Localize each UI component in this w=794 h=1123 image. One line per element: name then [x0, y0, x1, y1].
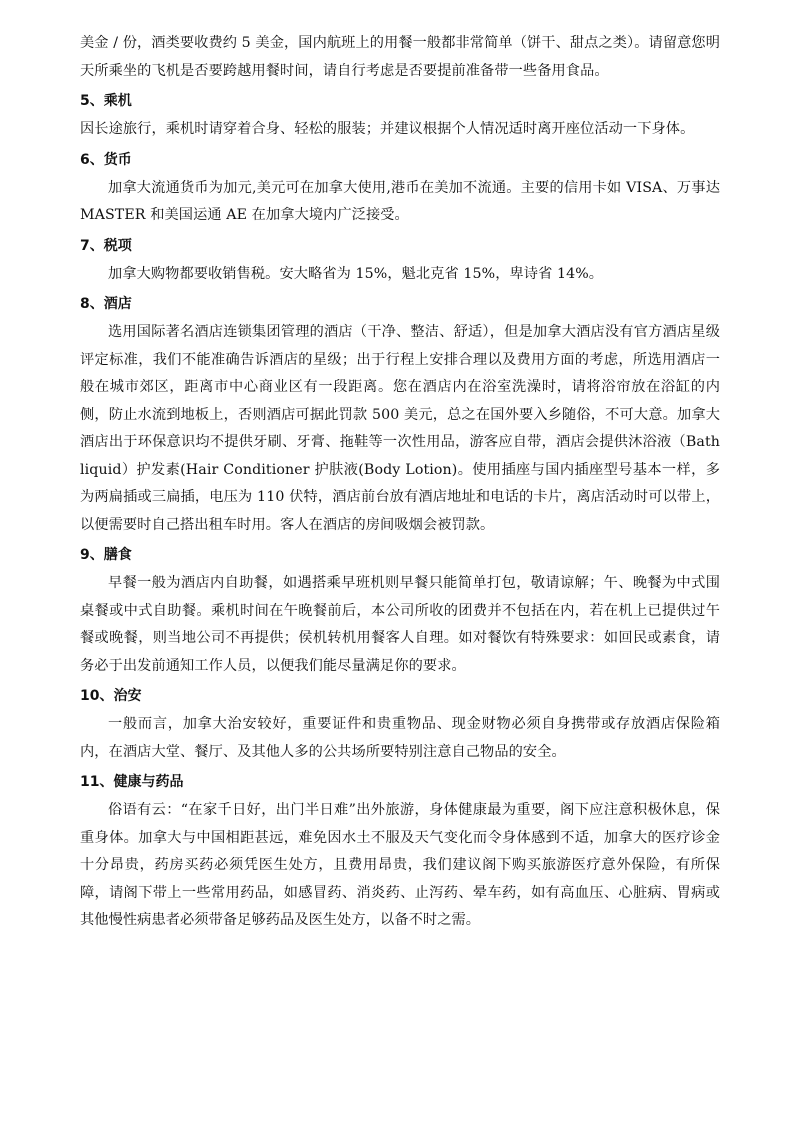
heading-security: 10、治安 [80, 688, 142, 704]
document-page [80, 30, 720, 935]
paragraph-meals: 早餐一般为酒店内自助餐，如遇搭乘早班机则早餐只能简单打包，敬请谅解；午、晚餐为中式围桌餐或中式自助餐。乘机时间在午晚餐前后，本公司所收的团费并不包括在内，若在机上已提供过午餐或晚餐，则当地公司不再提供；侯机转机用餐客人自理。如对餐饮有特殊要求：如回民或素食，请务必于出发前通知工作人员，以便我们能尽量满足你的要求。 [80, 575, 720, 674]
paragraph-currency: 加拿大流通货币为加元,美元可在加拿大使用,港币在美加不流通。主要的信用卡如 VISA、万事达 MASTER 和美国运通 AE 在加拿大境内广泛接受。 [80, 179, 720, 223]
paragraph-health: 俗语有云：“在家千日好，出门半日难”出外旅游，身体健康最为重要，阁下应注意积极休息，保重身体。加拿大与中国相距甚远，难免因水土不服及天气变化而令身体感到不适，加拿大的医疗诊金十分昂贵，药房买药必须凭医生处方，且费用昂贵，我们建议阁下购买旅游医疗意外保险，有所保障，请阁下带上一些常用药品，如感冒药、消炎药、止泻药、晕车药，如有高血压、心脏病、胃病或其他慢性病患者必须带备足够药品及医生处方，以备不时之需。 [80, 802, 720, 928]
heading-meals: 9、膳食 [80, 547, 132, 563]
heading-health: 11、健康与药品 [80, 774, 184, 790]
heading-hotel: 8、酒店 [80, 296, 132, 312]
paragraph-security: 一般而言，加拿大治安较好，重要证件和贵重物品、现金财物必须自身携带或存放酒店保险箱内，在酒店大堂、餐厅、及其他人多的公共场所要特别注意自己物品的安全。 [80, 716, 720, 760]
heading-boarding: 5、乘机 [80, 93, 132, 109]
heading-currency: 6、货币 [80, 151, 132, 168]
paragraph-boarding: 因长途旅行，乘机时请穿着合身、轻松的服装；并建议根据个人情况适时离开座位活动一下身体。 [80, 121, 695, 137]
paragraph-flight-meals-continued: 美金 / 份，酒类要收费约 5 美金，国内航班上的用餐一般都非常简单（饼干、甜点之类）。请留意您明天所乘坐的飞机是否要跨越用餐时间，请自行考虑是否要提前准备带一些备用食品。 [80, 35, 720, 79]
paragraph-hotel: 选用国际著名酒店连锁集团管理的酒店（干净、整洁、舒适），但是加拿大酒店没有官方酒店星级评定标准，我们不能准确告诉酒店的星级；出于行程上安排合理以及费用方面的考虑，所选用酒店一般在城市郊区，距离市中心商业区有一段距离。您在酒店内在浴室洗澡时，请将浴帘放在浴缸的内侧，防止水流到地板上，否则酒店可据此罚款 500 美元，总之在国外要入乡随俗，不可大意。加拿大酒店出于环保意识均不提供牙刷、牙膏、拖鞋等一次性用品，游客应自带，酒店会提供沐浴液（Bath liquid）护发素(Hair Conditioner 护肤液(Body Lotion)。使用插座与国内插座型号基本一样，多为两扁插或三扁插，电压为 110 伏特，酒店前台放有酒店地址和电话的卡片，离店活动时可以带上，以便需要时自己搭出租车时用。客人在酒店的房间吸烟会被罚款。 [80, 324, 720, 533]
heading-tax: 7、税项 [80, 237, 132, 254]
paragraph-tax: 加拿大购物都要收销售税。安大略省为 15%，魁北克省 15%，卑诗省 14%。 [108, 265, 604, 282]
